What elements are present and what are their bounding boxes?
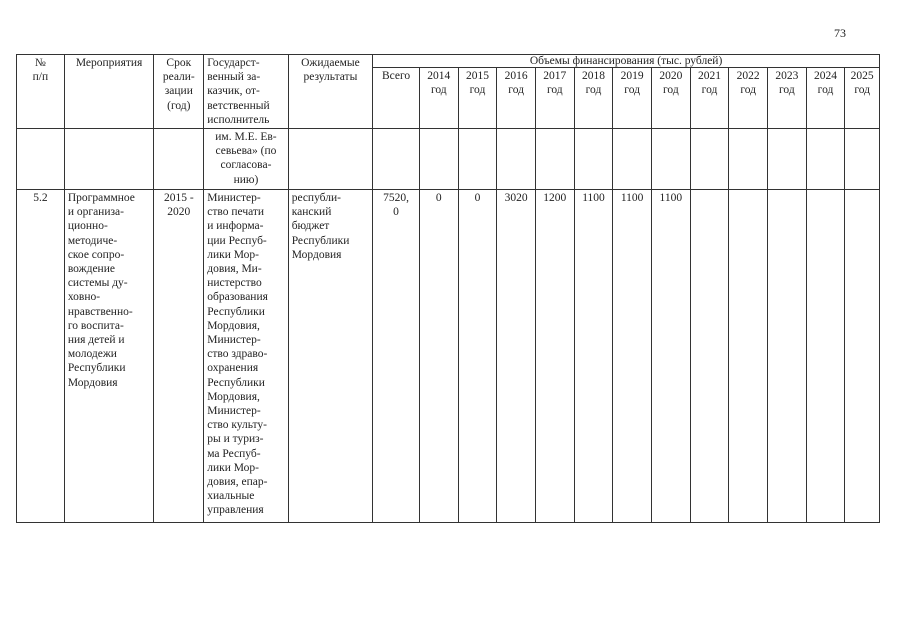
header-results: Ожидаемые результаты — [288, 55, 372, 129]
row-value: 1100 — [613, 190, 652, 523]
header-year: 2025 год — [845, 68, 880, 129]
header-customer: Государст- венный за- казчик, от- ветственный исполнитель — [204, 55, 288, 129]
header-row — [17, 55, 880, 68]
header-term: Срок реали- зации (год) — [154, 55, 204, 129]
header-num: № п/п — [17, 55, 65, 129]
header-events: Мероприятия — [64, 55, 154, 129]
row-num: 5.2 — [17, 190, 65, 523]
row-value — [768, 190, 807, 523]
row-value: 3020 — [497, 190, 536, 523]
header-year: 2023 год — [768, 68, 807, 129]
row-value: 0 — [419, 190, 458, 523]
row-value — [729, 190, 768, 523]
row-event: Программное и организа- ционно- методиче- ское сопро- вождение системы ду- ховно- нравственно- го воспита- ния детей и молодежи Республики Мордовия — [64, 190, 154, 523]
header-total: Всего — [373, 68, 420, 129]
row-value: 1100 — [574, 190, 613, 523]
header-year: 2015 год — [458, 68, 497, 129]
row-total: 7520, 0 — [373, 190, 420, 523]
continuation-customer: им. М.Е. Ев- севьева» (по согласова- нию) — [204, 129, 288, 190]
header-year: 2022 год — [729, 68, 768, 129]
row-results: республи- канский бюджет Республики Мордовия — [288, 190, 372, 523]
financing-table — [16, 54, 880, 523]
row-value: 1200 — [535, 190, 574, 523]
row-value — [845, 190, 880, 523]
row-customer: Министер- ство печати и информа- ции Респуб- лики Мор- довия, Ми- нистерство образования Республики Мордовия, Министер- ство здраво- охранения Республики Мордовия, Министер- ство культу- ры и туриз- ма Респуб- лики Мор- довия, епар- хиальные управления — [204, 190, 288, 523]
header-year: 2020 год — [651, 68, 690, 129]
header-year: 2019 год — [613, 68, 652, 129]
row-value: 0 — [458, 190, 497, 523]
header-financing: Объемы финансирования (тыс. рублей) — [373, 55, 880, 68]
continuation-row — [17, 129, 880, 190]
row-value — [806, 190, 845, 523]
header-year: 2016 год — [497, 68, 536, 129]
row-value — [690, 190, 729, 523]
header-year: 2018 год — [574, 68, 613, 129]
table-row-5-2 — [17, 190, 880, 523]
header-year: 2014 год — [419, 68, 458, 129]
page-number: 73 — [834, 26, 846, 40]
header-year: 2021 год — [690, 68, 729, 129]
header-year: 2017 год — [535, 68, 574, 129]
row-value: 1100 — [651, 190, 690, 523]
row-term: 2015 - 2020 — [154, 190, 204, 523]
header-year: 2024 год — [806, 68, 845, 129]
